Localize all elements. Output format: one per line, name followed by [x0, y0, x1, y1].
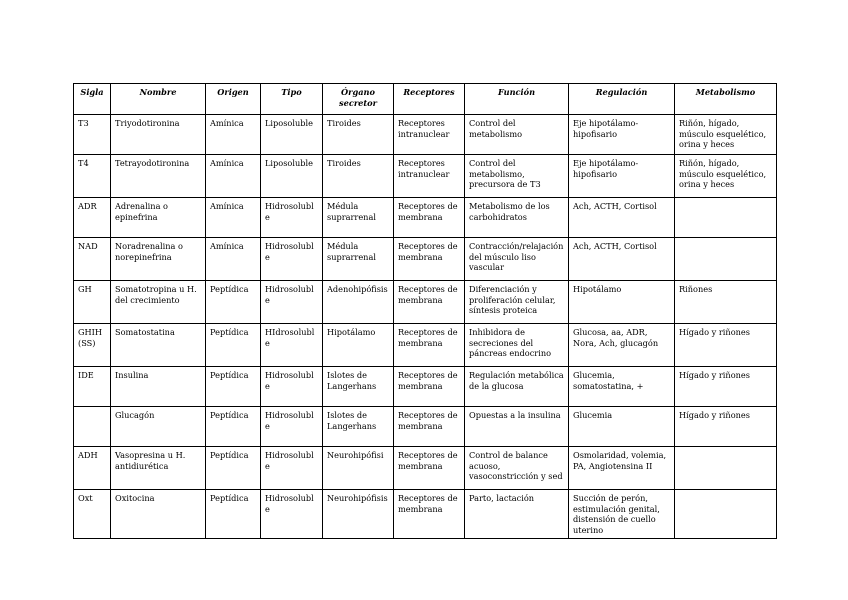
cell-nombre: Oxitocina: [111, 490, 206, 539]
cell-tipo: HIdrosolubl e: [261, 324, 323, 367]
cell-funcion: Contracción/relajación del músculo liso vascular: [465, 238, 569, 281]
table-row: [74, 115, 777, 155]
cell-receptores: Receptores intranuclear: [394, 155, 465, 198]
hormones-table: [73, 83, 777, 539]
cell-metabolismo: [675, 490, 777, 539]
table-row: [74, 281, 777, 324]
cell-regulacion: Glucosa, aa, ADR, Nora, Ach, glucagón: [569, 324, 675, 367]
cell-sigla: ADR: [74, 198, 111, 238]
cell-funcion: Inhibidora de secreciones del páncreas endocrino: [465, 324, 569, 367]
header-organo-secretor: Órgano secretor: [323, 84, 394, 115]
header-receptores: Receptores: [394, 84, 465, 115]
cell-receptores: Receptores de membrana: [394, 324, 465, 367]
cell-origen: Peptídica: [206, 490, 261, 539]
cell-regulacion: Eje hipotálamo-hipofisario: [569, 155, 675, 198]
cell-tipo: Hidrosolubl e: [261, 490, 323, 539]
cell-funcion: Opuestas a la insulina: [465, 407, 569, 447]
cell-nombre: Glucagón: [111, 407, 206, 447]
cell-origen: Peptídica: [206, 367, 261, 407]
cell-funcion: Parto, lactación: [465, 490, 569, 539]
cell-sigla: T3: [74, 115, 111, 155]
header-regulacion: Regulación: [569, 84, 675, 115]
cell-regulacion: Ach, ACTH, Cortisol: [569, 238, 675, 281]
cell-tipo: Liposoluble: [261, 115, 323, 155]
cell-nombre: Noradrenalina o norepinefrina: [111, 238, 206, 281]
cell-sigla: GHIH (SS): [74, 324, 111, 367]
cell-origen: Amínica: [206, 155, 261, 198]
cell-organo: Islotes de Langerhans: [323, 407, 394, 447]
cell-nombre: Tetrayodotironina: [111, 155, 206, 198]
cell-funcion: Regulación metabólica de la glucosa: [465, 367, 569, 407]
cell-origen: Peptídica: [206, 447, 261, 490]
cell-nombre: Adrenalina o epinefrina: [111, 198, 206, 238]
cell-tipo: Hidrosolubl e: [261, 198, 323, 238]
cell-origen: Amínica: [206, 238, 261, 281]
cell-metabolismo: Hígado y riñones: [675, 407, 777, 447]
cell-sigla: IDE: [74, 367, 111, 407]
cell-organo: Islotes de Langerhans: [323, 367, 394, 407]
table-row: [74, 367, 777, 407]
cell-organo: Tiroides: [323, 155, 394, 198]
cell-sigla: T4: [74, 155, 111, 198]
cell-nombre: Vasopresina u H. antidiurética: [111, 447, 206, 490]
cell-metabolismo: Riñón, hígado, músculo esquelético, orina y heces: [675, 155, 777, 198]
table-row: [74, 407, 777, 447]
cell-metabolismo: [675, 238, 777, 281]
cell-nombre: Somatostatina: [111, 324, 206, 367]
cell-metabolismo: Riñones: [675, 281, 777, 324]
cell-regulacion: Glucemia: [569, 407, 675, 447]
header-tipo: Tipo: [261, 84, 323, 115]
cell-origen: Amínica: [206, 115, 261, 155]
cell-sigla: Oxt: [74, 490, 111, 539]
cell-receptores: Receptores de membrana: [394, 281, 465, 324]
table-row: [74, 155, 777, 198]
cell-organo: Tiroides: [323, 115, 394, 155]
cell-organo: Adenohipófisis: [323, 281, 394, 324]
cell-nombre: Insulina: [111, 367, 206, 407]
cell-origen: Peptídica: [206, 281, 261, 324]
table-row: [74, 490, 777, 539]
cell-metabolismo: Riñón, hígado, músculo esquelético, orina y heces: [675, 115, 777, 155]
table-row: [74, 238, 777, 281]
cell-origen: Peptídica: [206, 324, 261, 367]
cell-receptores: Receptores de membrana: [394, 198, 465, 238]
header-metabolismo: Metabolismo: [675, 84, 777, 115]
cell-funcion: Diferenciación y proliferación celular, síntesis proteica: [465, 281, 569, 324]
cell-nombre: Triyodotironina: [111, 115, 206, 155]
cell-funcion: Metabolismo de los carbohidratos: [465, 198, 569, 238]
cell-tipo: Hidrosolubl e: [261, 367, 323, 407]
cell-receptores: Receptores de membrana: [394, 407, 465, 447]
cell-receptores: Receptores intranuclear: [394, 115, 465, 155]
cell-metabolismo: [675, 198, 777, 238]
cell-tipo: Hidrosolubl e: [261, 447, 323, 490]
cell-tipo: Hidrosolubl e: [261, 238, 323, 281]
cell-receptores: Receptores de membrana: [394, 490, 465, 539]
table-row: [74, 447, 777, 490]
cell-funcion: Control del metabolismo, precursora de T3: [465, 155, 569, 198]
cell-metabolismo: Hígado y riñones: [675, 324, 777, 367]
cell-metabolismo: Hígado y riñones: [675, 367, 777, 407]
cell-organo: Neurohipófisis: [323, 490, 394, 539]
cell-sigla: [74, 407, 111, 447]
cell-nombre: Somatotropina u H. del crecimiento: [111, 281, 206, 324]
cell-receptores: Receptores de membrana: [394, 238, 465, 281]
cell-receptores: Receptores de membrana: [394, 367, 465, 407]
header-row: [74, 84, 777, 115]
table-row: [74, 198, 777, 238]
cell-tipo: Hidrosolubl e: [261, 281, 323, 324]
header-sigla: Sigla: [74, 84, 111, 115]
cell-receptores: Receptores de membrana: [394, 447, 465, 490]
header-funcion: Función: [465, 84, 569, 115]
cell-regulacion: Glucemia, somatostatina, +: [569, 367, 675, 407]
cell-regulacion: Eje hipotálamo-hipofisario: [569, 115, 675, 155]
cell-sigla: ADH: [74, 447, 111, 490]
table-row: [74, 324, 777, 367]
cell-regulacion: Ach, ACTH, Cortisol: [569, 198, 675, 238]
header-origen: Origen: [206, 84, 261, 115]
cell-sigla: GH: [74, 281, 111, 324]
cell-regulacion: Succión de perón, estimulación genital, distensión de cuello uterino: [569, 490, 675, 539]
cell-tipo: Liposoluble: [261, 155, 323, 198]
cell-origen: Peptídica: [206, 407, 261, 447]
header-nombre: Nombre: [111, 84, 206, 115]
cell-organo: Médula suprarrenal: [323, 238, 394, 281]
cell-funcion: Control del metabolismo: [465, 115, 569, 155]
cell-funcion: Control de balance acuoso, vasoconstricción y sed: [465, 447, 569, 490]
cell-metabolismo: [675, 447, 777, 490]
cell-organo: Neurohipófisi: [323, 447, 394, 490]
cell-organo: Médula suprarrenal: [323, 198, 394, 238]
cell-sigla: NAD: [74, 238, 111, 281]
cell-regulacion: Osmolaridad, volemia, PA, Angiotensina II: [569, 447, 675, 490]
cell-tipo: Hidrosolubl e: [261, 407, 323, 447]
cell-organo: Hipotálamo: [323, 324, 394, 367]
cell-regulacion: Hipotálamo: [569, 281, 675, 324]
cell-origen: Amínica: [206, 198, 261, 238]
